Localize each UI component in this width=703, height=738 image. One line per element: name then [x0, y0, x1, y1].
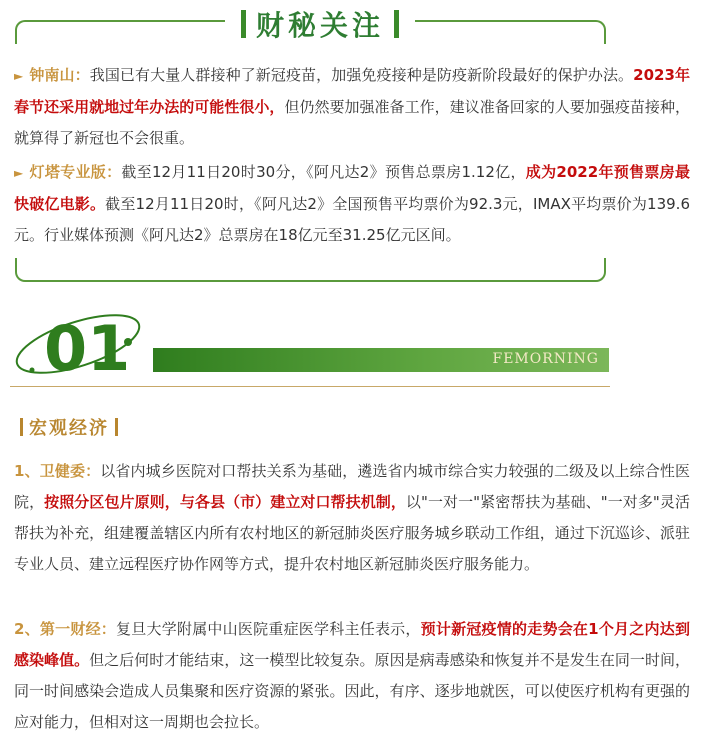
- item-lead: 2、第一财经：: [14, 620, 117, 638]
- news-item-1: [14, 60, 690, 154]
- item-lead: 钟南山：: [29, 66, 90, 84]
- divider-line: [10, 386, 610, 387]
- box-border-bottom: [15, 258, 606, 282]
- item-highlight: 成为2022年预售票房最快破亿电影。: [14, 163, 690, 213]
- section-01-banner: [10, 300, 610, 390]
- item-text: 但之后何时才能结束，这一模型比较复杂。原因是病毒感染和恢复并不是发生在同一时间，同一时间感染会造成人员集聚和医疗资源的紧张。因此，有序、逐步地就医，可以使医疗机构有更强的应对能力，但相对这一周期也会拉长。: [14, 651, 690, 731]
- section-heading-text: 宏观经济: [29, 418, 109, 439]
- macro-item-1: [14, 456, 690, 580]
- box-title-text: 财秘关注: [255, 9, 384, 42]
- arrow-right-icon: ►: [14, 69, 24, 83]
- section-heading: [14, 414, 124, 440]
- arrow-right-icon: ►: [14, 166, 24, 180]
- item-text: 截至12月11日20时，《阿凡达2》全国预售平均票价为92.3元，IMAX平均票价为139.6元。行业媒体预测《阿凡达2》总票房在18亿元至31.25亿元区间。: [14, 195, 690, 244]
- item-lead: 灯塔专业版：: [29, 163, 122, 181]
- heading-right-bar: [115, 418, 118, 436]
- item-text: 但仍然要加强准备工作，建议准备回家的人要加强疫苗接种，就算得了新冠也不会很重。: [14, 98, 690, 147]
- item-text: 我国已有大量人群接种了新冠疫苗，加强免疫接种是防疫新阶段最好的保护办法。: [89, 66, 634, 84]
- heading-left-bar: [20, 418, 23, 436]
- news-item-2: [14, 157, 690, 251]
- item-lead: 1、卫健委：: [14, 462, 101, 480]
- orbit-leaf-icon: [10, 300, 153, 390]
- title-left-bar: [241, 10, 246, 38]
- item-text: 截至12月11日20时30分，《阿凡达2》预售总票房1.12亿，: [121, 163, 526, 181]
- section-number: 01: [44, 312, 131, 385]
- item-highlight: 按照分区包片原则，与各县（市）建立对口帮扶机制，: [44, 493, 406, 511]
- item-text: 以省内城乡医院对口帮扶关系为基础，遴选省内城市综合实力较强的二级及以上综合性医院，: [14, 462, 690, 511]
- item-text: 复旦大学附属中山医院重症医学科主任表示，: [116, 620, 421, 638]
- item-highlight: 2023年春节还采用就地过年办法的可能性很小，: [14, 66, 690, 116]
- banner-text: FEMORNING: [492, 351, 599, 367]
- macro-item-2: [14, 614, 690, 738]
- title-right-bar: [394, 10, 399, 38]
- box-title: [225, 6, 415, 42]
- banner-bar: [153, 348, 609, 372]
- item-text: 以"一对一"紧密帮扶为基础、"一对多"灵活帮扶为补充，组建覆盖辖区内所有农村地区的新冠肺炎医疗服务城乡联动工作组，通过下沉巡诊、派驻专业人员、建立远程医疗协作网等方式，提升农村地区新冠肺炎医疗服务能力。: [14, 493, 690, 573]
- item-highlight: 预计新冠疫情的走势会在1个月之内达到感染峰值。: [14, 620, 690, 669]
